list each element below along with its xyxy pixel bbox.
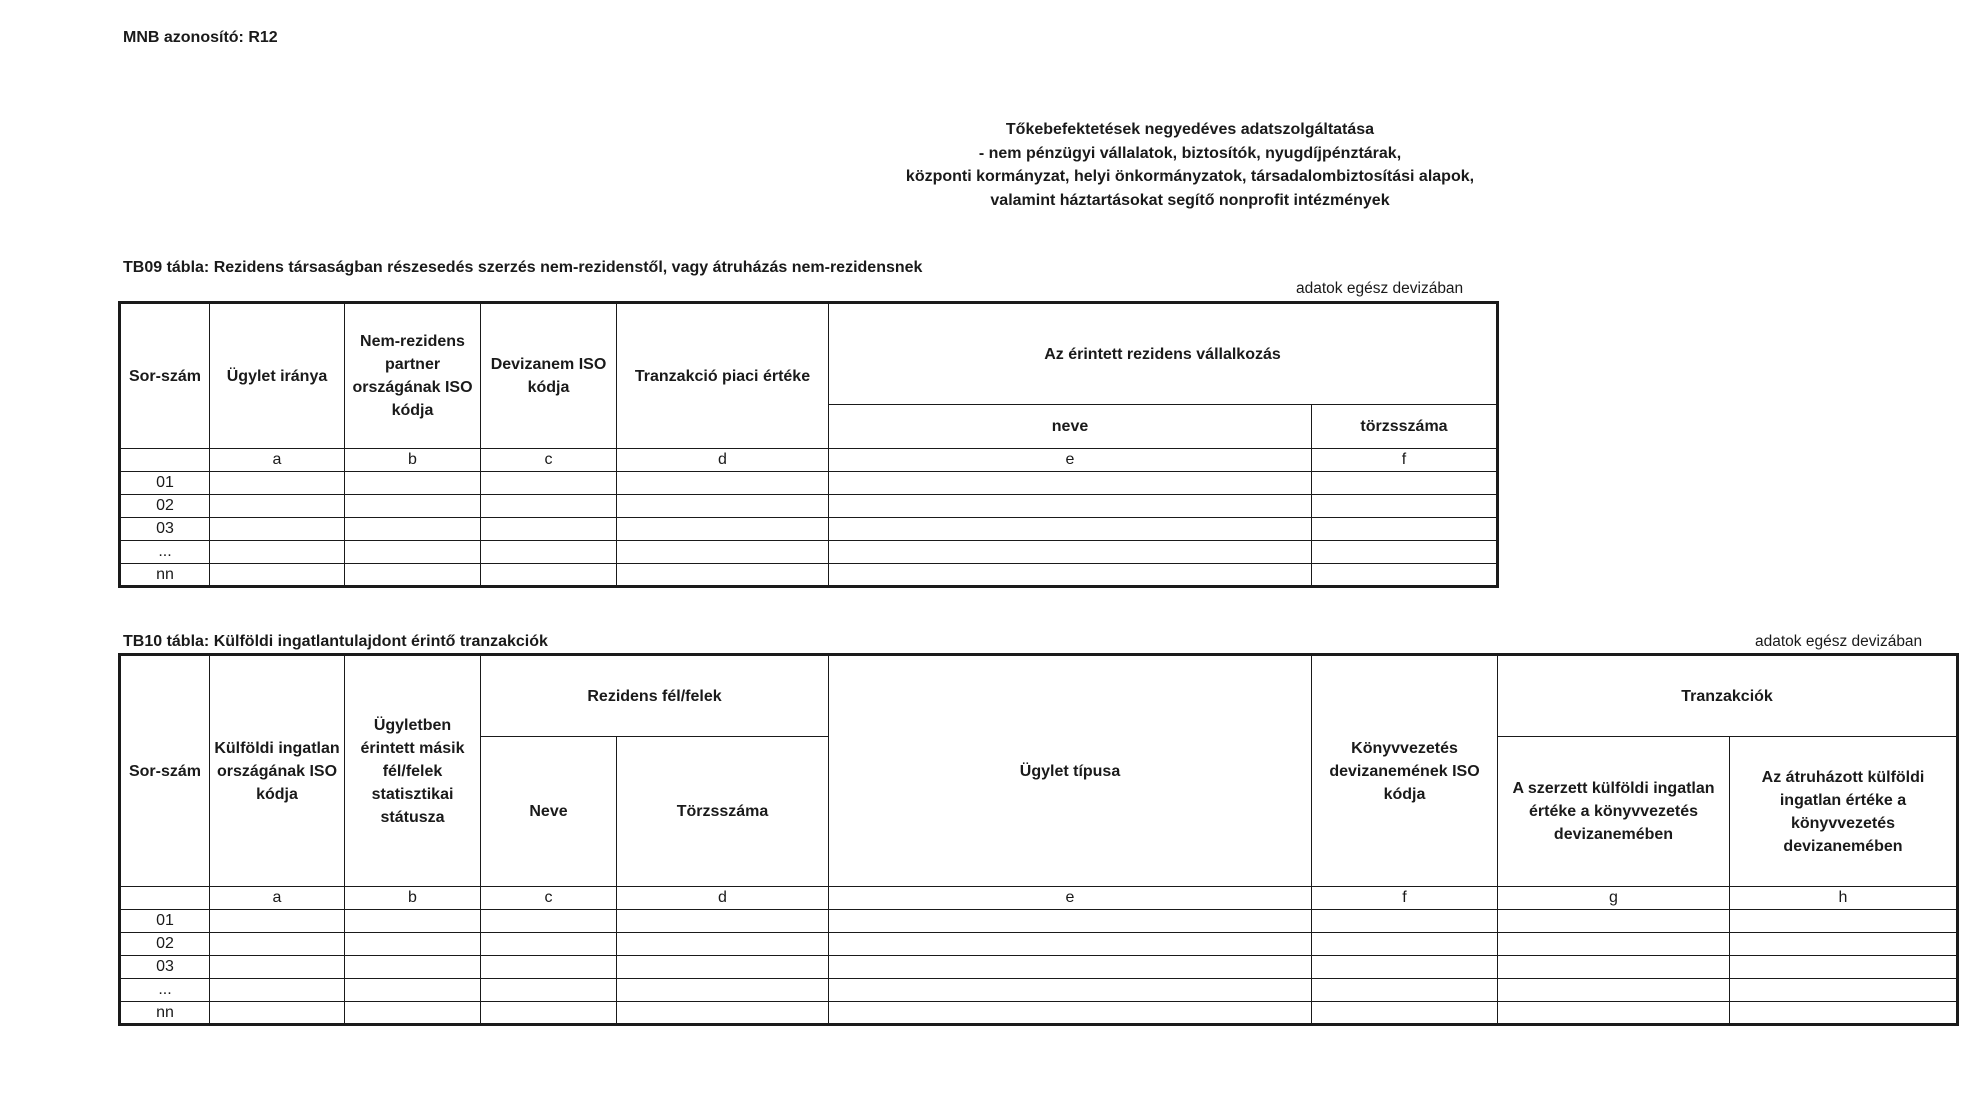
- tb10-header-neve: Neve: [481, 737, 617, 887]
- input-cell[interactable]: [829, 472, 1312, 495]
- input-cell[interactable]: [1498, 910, 1730, 933]
- input-cell[interactable]: [345, 956, 481, 979]
- input-cell[interactable]: [210, 910, 345, 933]
- table-row: [120, 472, 1498, 495]
- tb09-letter-row: [120, 449, 1498, 472]
- table-row: [120, 979, 1958, 1002]
- input-cell[interactable]: [617, 979, 829, 1002]
- row-number: 02: [120, 933, 210, 956]
- input-cell[interactable]: [345, 1002, 481, 1025]
- input-cell[interactable]: [210, 472, 345, 495]
- tb10-letter-e: e: [829, 887, 1312, 910]
- tb09-units-note: adatok egész devizában: [1296, 280, 1464, 297]
- table-row: [120, 495, 1498, 518]
- tb09-letter-b: b: [345, 449, 481, 472]
- table-row: [120, 518, 1498, 541]
- input-cell[interactable]: [210, 979, 345, 1002]
- tb10-header-atruhazott-ertek: Az átruházott külföldi ingatlan értéke a könyvvezetés devizanemében: [1730, 737, 1958, 887]
- input-cell[interactable]: [829, 979, 1312, 1002]
- input-cell[interactable]: [1730, 933, 1958, 956]
- input-cell[interactable]: [1498, 933, 1730, 956]
- tb09-header-ugylet-iranya: Ügylet iránya: [210, 303, 345, 449]
- row-number: 02: [120, 495, 210, 518]
- input-cell[interactable]: [1312, 495, 1498, 518]
- tb10-header-sorszam: Sor-szám: [120, 655, 210, 887]
- input-cell[interactable]: [1312, 933, 1498, 956]
- input-cell[interactable]: [345, 541, 481, 564]
- table-row: [120, 933, 1958, 956]
- tb09-header-devizanem-iso: Devizanem ISO kódja: [481, 303, 617, 449]
- tb09-letter-blank: [120, 449, 210, 472]
- input-cell[interactable]: [481, 564, 617, 587]
- tb10-letter-d: d: [617, 887, 829, 910]
- input-cell[interactable]: [481, 910, 617, 933]
- input-cell[interactable]: [481, 979, 617, 1002]
- tb09-header-sorszam: Sor-szám: [120, 303, 210, 449]
- input-cell[interactable]: [1730, 979, 1958, 1002]
- input-cell[interactable]: [481, 1002, 617, 1025]
- input-cell[interactable]: [1312, 956, 1498, 979]
- input-cell[interactable]: [210, 564, 345, 587]
- input-cell[interactable]: [481, 933, 617, 956]
- input-cell[interactable]: [1312, 564, 1498, 587]
- row-number: 03: [120, 956, 210, 979]
- input-cell[interactable]: [345, 979, 481, 1002]
- tb10-header-ugylet-tipusa: Ügylet típusa: [829, 655, 1312, 887]
- tb10-letter-c: c: [481, 887, 617, 910]
- tb09-header-partner-iso: Nem-rezidens partner országának ISO kódja: [345, 303, 481, 449]
- tb10-header-konyvvezetes-iso: Könyvvezetés devizanemének ISO kódja: [1312, 655, 1498, 887]
- input-cell[interactable]: [210, 495, 345, 518]
- input-cell[interactable]: [210, 933, 345, 956]
- input-cell[interactable]: [1312, 518, 1498, 541]
- tb10-title: TB10 tábla: Külföldi ingatlantulajdont érintő tranzakciók: [123, 633, 548, 650]
- tb09-letter-c: c: [481, 449, 617, 472]
- tb10-units-note: adatok egész devizában: [1755, 633, 1923, 650]
- input-cell[interactable]: [481, 472, 617, 495]
- input-cell[interactable]: [1312, 1002, 1498, 1025]
- input-cell[interactable]: [1312, 541, 1498, 564]
- input-cell[interactable]: [345, 910, 481, 933]
- document-title: [600, 118, 1780, 212]
- tb10-header-masik-fel: Ügyletben érintett másik fél/felek statisztikai státusza: [345, 655, 481, 887]
- table-row: [120, 1002, 1958, 1025]
- tb10-letter-blank: [120, 887, 210, 910]
- input-cell[interactable]: [345, 472, 481, 495]
- table-row: [120, 541, 1498, 564]
- tb10-header-torzsszama: Törzsszáma: [617, 737, 829, 887]
- input-cell[interactable]: [1498, 979, 1730, 1002]
- tb10-header-tranzakciok: Tranzakciók: [1498, 655, 1958, 737]
- input-cell[interactable]: [617, 910, 829, 933]
- input-cell[interactable]: [617, 1002, 829, 1025]
- input-cell[interactable]: [210, 518, 345, 541]
- tb09-letter-e: e: [829, 449, 1312, 472]
- tb09-header-piaci-ertek: Tranzakció piaci értéke: [617, 303, 829, 449]
- input-cell[interactable]: [1730, 910, 1958, 933]
- mnb-identifier: MNB azonosító: R12: [123, 29, 278, 46]
- input-cell[interactable]: [1312, 472, 1498, 495]
- input-cell[interactable]: [617, 472, 829, 495]
- input-cell[interactable]: [1498, 1002, 1730, 1025]
- input-cell[interactable]: [1312, 979, 1498, 1002]
- tb10-header-ingatlan-iso: Külföldi ingatlan országának ISO kódja: [210, 655, 345, 887]
- input-cell[interactable]: [345, 564, 481, 587]
- tb09-letter-d: d: [617, 449, 829, 472]
- title-line-2: - nem pénzügyi vállalatok, biztosítók, nyugdíjpénztárak,: [978, 144, 1402, 162]
- input-cell[interactable]: [345, 518, 481, 541]
- row-number: nn: [120, 564, 210, 587]
- title-line-3: központi kormányzat, helyi önkormányzatok, társadalombiztosítási alapok,: [905, 168, 1475, 185]
- input-cell[interactable]: [617, 564, 829, 587]
- table-row: [120, 564, 1498, 587]
- tb09-header-erintett-vallalkozas: Az érintett rezidens vállalkozás: [829, 303, 1498, 405]
- input-cell[interactable]: [481, 518, 617, 541]
- tb10-letter-a: a: [210, 887, 345, 910]
- input-cell[interactable]: [829, 495, 1312, 518]
- row-number: ...: [120, 979, 210, 1002]
- input-cell[interactable]: [617, 518, 829, 541]
- tb10-table: [118, 653, 1959, 1026]
- tb09-letter-a: a: [210, 449, 345, 472]
- tb10-letter-b: b: [345, 887, 481, 910]
- input-cell[interactable]: [210, 1002, 345, 1025]
- input-cell[interactable]: [617, 956, 829, 979]
- tb09-header-neve: neve: [829, 405, 1312, 449]
- input-cell[interactable]: [345, 933, 481, 956]
- input-cell[interactable]: [481, 541, 617, 564]
- row-number: 03: [120, 518, 210, 541]
- input-cell[interactable]: [1730, 956, 1958, 979]
- input-cell[interactable]: [481, 495, 617, 518]
- tb10-letter-f: f: [1312, 887, 1498, 910]
- input-cell[interactable]: [829, 956, 1312, 979]
- tb09-letter-f: f: [1312, 449, 1498, 472]
- tb09-header-torzsszama: törzsszáma: [1312, 405, 1498, 449]
- input-cell[interactable]: [617, 933, 829, 956]
- input-cell[interactable]: [617, 495, 829, 518]
- input-cell[interactable]: [1312, 910, 1498, 933]
- tb10-header-rezidens-felek: Rezidens fél/felek: [481, 655, 829, 737]
- input-cell[interactable]: [829, 1002, 1312, 1025]
- tb10-letter-row: [120, 887, 1958, 910]
- input-cell[interactable]: [1730, 1002, 1958, 1025]
- tb10-letter-g: g: [1498, 887, 1730, 910]
- input-cell[interactable]: [481, 956, 617, 979]
- input-cell[interactable]: [1498, 956, 1730, 979]
- table-row: [120, 910, 1958, 933]
- tb09-title: TB09 tábla: Rezidens társaságban részesedés szerzés nem-rezidenstől, vagy átruházás nem-rezidensnek: [123, 259, 923, 276]
- tb10-header-szerzett-ertek: A szerzett külföldi ingatlan értéke a könyvvezetés devizanemében: [1498, 737, 1730, 887]
- input-cell[interactable]: [829, 541, 1312, 564]
- row-number: nn: [120, 1002, 210, 1025]
- table-row: [120, 956, 1958, 979]
- input-cell[interactable]: [829, 564, 1312, 587]
- tb09-table: [118, 301, 1499, 588]
- row-number: 01: [120, 472, 210, 495]
- input-cell[interactable]: [829, 518, 1312, 541]
- input-cell[interactable]: [829, 933, 1312, 956]
- input-cell[interactable]: [345, 495, 481, 518]
- tb10-letter-h: h: [1730, 887, 1958, 910]
- title-line-1: Tőkebefektetések negyedéves adatszolgáltatása: [1005, 121, 1375, 138]
- input-cell[interactable]: [210, 956, 345, 979]
- title-line-4: valamint háztartásokat segítő nonprofit intézmények: [990, 191, 1390, 209]
- input-cell[interactable]: [210, 541, 345, 564]
- row-number: ...: [120, 541, 210, 564]
- row-number: 01: [120, 910, 210, 933]
- input-cell[interactable]: [829, 910, 1312, 933]
- input-cell[interactable]: [617, 541, 829, 564]
